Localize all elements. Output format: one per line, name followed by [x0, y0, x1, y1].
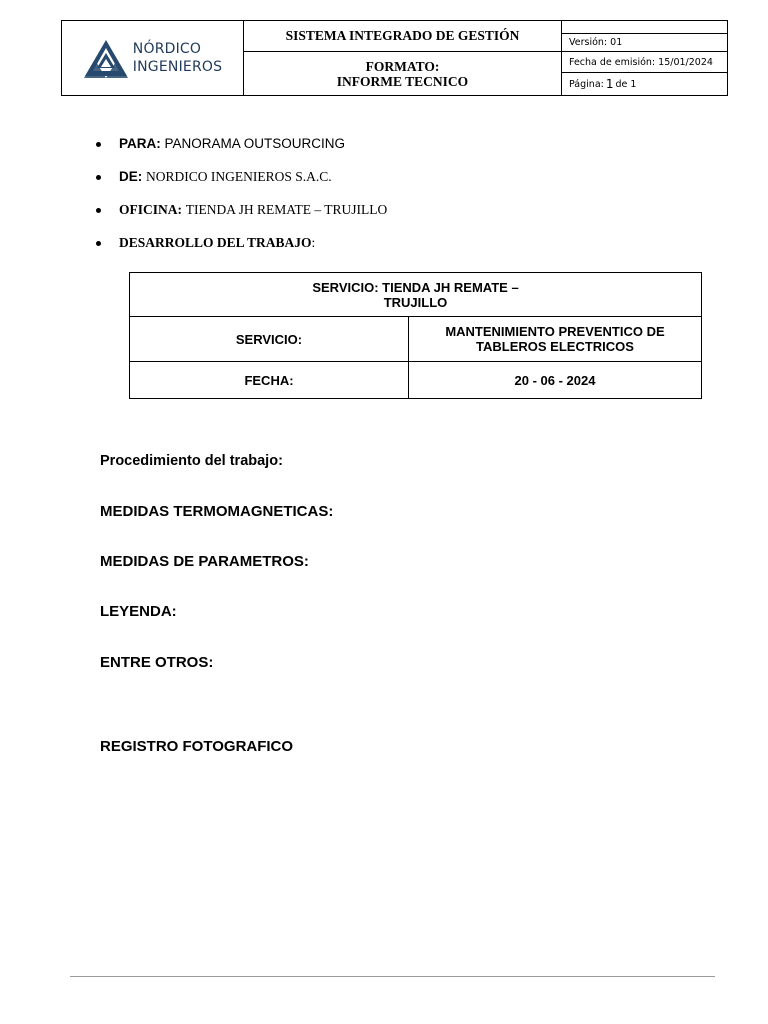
service-label-cell: SERVICIO: [130, 317, 409, 362]
oficina-label: OFICINA: [119, 202, 182, 217]
header-meta-block [562, 21, 727, 95]
system-title: SISTEMA INTEGRADO DE GESTIÓN [244, 21, 561, 52]
para-value: PANORAMA OUTSOURCING [164, 136, 346, 151]
table-row [130, 273, 702, 317]
service-value-line-1: MANTENIMIENTO PREVENTICO DE [445, 324, 665, 339]
company-logo [62, 21, 244, 95]
thermomagnetic-heading: MEDIDAS TERMOMAGNETICAS: [100, 503, 334, 520]
de-label: DE: [119, 169, 143, 184]
others-heading: ENTRE OTROS: [100, 654, 214, 671]
legend-heading: LEYENDA: [100, 603, 177, 620]
logo-line-2: INGENIEROS [132, 59, 223, 75]
format-label: FORMATO: [365, 58, 440, 74]
logo-wordmark [133, 40, 222, 76]
page-prefix: Página: [569, 78, 604, 90]
nordic-triangle-logo-icon [83, 38, 129, 78]
date-label-cell: FECHA: [130, 362, 409, 399]
service-value-line-2: TABLEROS ELECTRICOS [476, 339, 634, 354]
format-name: INFORME TECNICO [336, 73, 469, 89]
service-value-cell [409, 317, 702, 362]
para-label: PARA: [119, 136, 161, 151]
oficina-value: TIENDA JH REMATE – TRUJILLO [185, 202, 388, 217]
table-row [130, 362, 702, 399]
document-header [61, 20, 728, 96]
issue-date-cell: Fecha de emisión: 15/01/2024 [562, 52, 727, 73]
meta-empty-row [562, 21, 727, 34]
logo-line-1: NÓRDICO [132, 41, 202, 57]
list-item-oficina [96, 199, 387, 232]
list-item-para [96, 133, 387, 166]
list-item-desarrollo [96, 232, 387, 265]
service-header-line-2: TRUJILLO [383, 294, 448, 310]
service-table [129, 272, 702, 399]
procedure-heading: Procedimiento del trabajo: [100, 453, 283, 469]
page-suffix: de 1 [615, 78, 637, 90]
format-block [244, 52, 561, 95]
de-value: NORDICO INGENIEROS S.A.C. [146, 169, 332, 184]
version-cell: Versión: 01 [562, 34, 727, 52]
header-title-block [244, 21, 562, 95]
date-value-cell: 20 - 06 - 2024 [409, 362, 702, 399]
page-number-cell [562, 73, 727, 95]
footer-divider [70, 976, 715, 977]
parameters-heading: MEDIDAS DE PARAMETROS: [100, 553, 309, 570]
service-header-cell [130, 273, 702, 317]
table-row [130, 317, 702, 362]
desarrollo-label: DESARROLLO DEL TRABAJO [119, 235, 312, 250]
service-header-line-1: SERVICIO: TIENDA JH REMATE – [312, 279, 519, 295]
photo-record-heading: REGISTRO FOTOGRAFICO [100, 738, 294, 755]
desarrollo-colon: : [311, 235, 316, 250]
page-current: 1 [605, 77, 614, 91]
list-item-de [96, 166, 387, 199]
addressee-list [96, 133, 387, 265]
